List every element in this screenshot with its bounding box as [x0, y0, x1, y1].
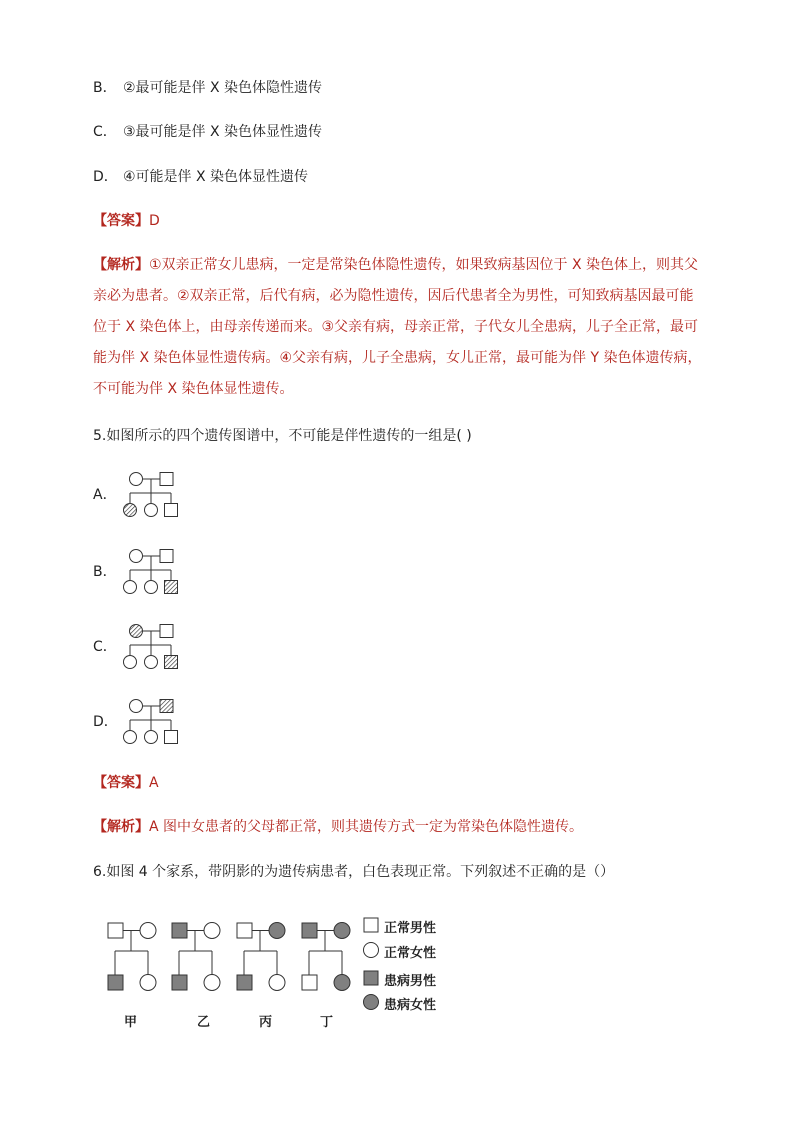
option-letter: D． — [93, 169, 118, 185]
legend-affected-male: 患病男性 — [384, 974, 437, 989]
q5-option-a-label: A． — [93, 487, 117, 503]
legend-affected-female: 患病女性 — [384, 998, 437, 1013]
answer-value: A — [149, 775, 159, 791]
analysis-tag: 【解析】 — [93, 819, 149, 835]
legend-symbols — [364, 918, 379, 1010]
family-label-yi: 乙 — [197, 1015, 211, 1030]
legend-normal-female: 正常女性 — [384, 946, 437, 961]
analysis-line-4: 能为伴 X 染色体显性遗传病。④父亲有病，儿子全患病，女儿正常，最可能为伴 Y 染色体遗传病， — [93, 350, 702, 366]
answer-tag: 【答案】 — [93, 775, 149, 791]
answer-tag: 【答案】 — [93, 213, 149, 229]
analysis-line-5: 不可能为伴 X 染色体显性遗传。 — [93, 381, 294, 397]
family-bing — [237, 923, 285, 991]
family-ding — [302, 923, 350, 991]
family-jia — [108, 923, 156, 991]
question-5: 5.如图所示的四个遗传图谱中，不可能是伴性遗传的一组是( ) — [93, 428, 472, 444]
analysis-line-2: 亲必为患者。②双亲正常，后代有病，必为隐性遗传，因后代患者全为男性，可知致病基因最可能 — [93, 288, 694, 304]
option-text: ③最可能是伴 X 染色体显性遗传 — [123, 124, 323, 140]
family-label-jia: 甲 — [124, 1015, 138, 1030]
option-letter: C． — [93, 124, 117, 140]
analysis-line-3: 位于 X 染色体上，由母亲传递而来。③父亲有病，母亲正常，子代女儿全患病，儿子全正常，最可 — [93, 319, 699, 335]
family-label-bing: 丙 — [259, 1015, 273, 1030]
answer-value: D — [149, 213, 160, 229]
q5-option-b-label: B． — [93, 564, 117, 580]
analysis-line-1: 【解析】①双亲正常女儿患病，一定是常染色体隐性遗传，如果致病基因位于 X 染色体上，则其父 — [93, 257, 699, 273]
analysis-tag: 【解析】 — [93, 257, 149, 273]
q5-option-d-label: D． — [93, 714, 118, 730]
option-text: ④可能是伴 X 染色体显性遗传 — [123, 169, 309, 185]
option-letter: B． — [93, 80, 117, 96]
legend-normal-male: 正常男性 — [384, 921, 437, 936]
family-yi — [172, 923, 220, 991]
question-6: 6.如图 4 个家系，带阴影的为遗传病患者，白色表现正常。下列叙述不正确的是（） — [93, 864, 615, 880]
option-text: ②最可能是伴 X 染色体隐性遗传 — [123, 80, 323, 96]
q5-option-c-label: C． — [93, 639, 117, 655]
family-label-ding: 丁 — [320, 1015, 334, 1030]
analysis-text: A 图中女患者的父母都正常，则其遗传方式一定为常染色体隐性遗传。 — [149, 819, 584, 835]
